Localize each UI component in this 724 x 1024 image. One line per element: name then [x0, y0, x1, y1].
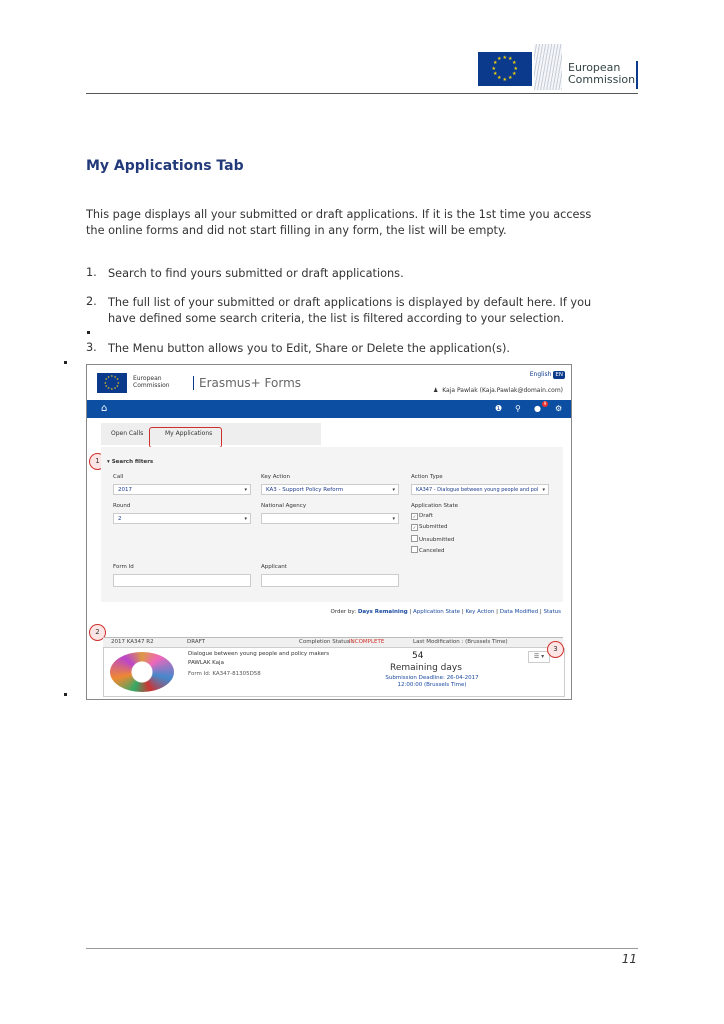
- application-form-id: Form Id: KA347-81305D58: [188, 671, 261, 677]
- gear-icon[interactable]: ⚙: [555, 404, 563, 413]
- round-label: Round: [113, 503, 131, 509]
- call-label: Call: [113, 474, 124, 480]
- intro-line-1: This page displays all your submitted or draft applications. If it is the 1st time you access: [86, 208, 592, 221]
- star-icon: ★: [508, 75, 513, 82]
- marker-2: 2: [89, 624, 106, 641]
- days-remaining-value: 54: [412, 651, 424, 661]
- chevron-down-icon: ▾: [244, 487, 247, 493]
- european-commission-logo: [478, 44, 638, 92]
- user-info[interactable]: [433, 387, 563, 394]
- call-select[interactable]: [113, 484, 251, 495]
- application-title[interactable]: Dialogue between young people and policy makers: [188, 651, 330, 657]
- order-key-action[interactable]: Key Action: [465, 609, 495, 615]
- marker-1: 1: [89, 453, 106, 470]
- state-submitted-checkbox[interactable]: [411, 524, 448, 531]
- state-unsubmitted-checkbox[interactable]: [411, 535, 454, 543]
- state-draft-label: Draft: [419, 513, 433, 519]
- intro-line-2: the online forms and did not start filling in any form, the list will be empty.: [86, 224, 507, 237]
- app-screenshot: [86, 364, 572, 700]
- list-number-3: 3.: [86, 341, 97, 354]
- state-unsubmitted-label: Unsubmitted: [419, 537, 455, 543]
- footer-divider: [86, 948, 638, 949]
- state-draft-checkbox[interactable]: [411, 513, 433, 520]
- app-header: [87, 365, 571, 400]
- application-thumbnail: [110, 652, 174, 692]
- star-icon: ★: [104, 380, 107, 385]
- state-submitted-label: Submitted: [419, 524, 448, 530]
- star-icon: ★: [502, 76, 507, 83]
- order-application-state[interactable]: Application State: [413, 609, 461, 615]
- row-code: 2017 KA347 R2: [111, 639, 154, 645]
- star-icon: ★: [113, 386, 117, 391]
- state-canceled-checkbox[interactable]: [411, 546, 445, 554]
- last-modification: Last Modification : (Brussels Time): [413, 639, 508, 645]
- section-title: My Applications Tab: [86, 158, 244, 174]
- nav-bar: [87, 400, 571, 418]
- tab-my-applications[interactable]: My Applications: [165, 430, 213, 437]
- org-line1: European: [568, 61, 621, 74]
- language-selector[interactable]: [530, 371, 565, 379]
- completion-value: INCOMPLETE: [349, 639, 385, 645]
- marker-3: 3: [547, 641, 564, 658]
- star-icon: ★: [508, 55, 513, 62]
- app-org-name: [133, 375, 170, 389]
- star-icon: ★: [116, 383, 119, 388]
- bullet-mark: [64, 693, 67, 696]
- deadline-line1: Submission Deadline: 26-04-2017: [385, 675, 479, 681]
- application-state-label: Application State: [411, 503, 459, 509]
- star-icon: ★: [113, 374, 117, 379]
- order-by-label: Order by:: [330, 609, 357, 615]
- chevron-down-icon: ▾: [542, 487, 545, 493]
- order-by-bar: Order by: Days Remaining | Application State | Key Action | Data Modified | Status: [330, 609, 561, 615]
- logo-pages-graphic: [534, 44, 562, 90]
- star-icon: ★: [117, 380, 120, 385]
- chevron-down-icon: ▾: [392, 516, 395, 522]
- menu-icon: ☰ ▾: [533, 653, 545, 660]
- star-icon: ★: [497, 75, 502, 82]
- star-icon: ★: [107, 386, 110, 391]
- checkmark-icon: ✓: [412, 525, 417, 530]
- days-remaining-label: Remaining days: [390, 663, 462, 673]
- national-agency-label: National Agency: [261, 503, 307, 509]
- eu-flag-icon: [97, 373, 127, 393]
- language-label: English: [529, 371, 552, 378]
- list-item-1: Search to find yours submitted or draft applications.: [108, 267, 404, 280]
- applicant-label: Applicant: [261, 564, 287, 570]
- submission-deadline: [382, 675, 482, 689]
- list-number-1: 1.: [86, 266, 97, 279]
- checkmark-icon: ✓: [412, 514, 417, 519]
- star-icon: ★: [116, 377, 119, 382]
- star-icon: ★: [110, 374, 114, 378]
- logo-bar: [636, 61, 638, 89]
- form-id-label: Form Id: [113, 564, 134, 570]
- bullet-mark: [87, 331, 90, 334]
- app-name: Erasmus+ Forms: [193, 376, 301, 390]
- applicant-input[interactable]: [261, 574, 399, 587]
- search-icon[interactable]: ⚲: [515, 404, 521, 413]
- star-icon: ★: [107, 374, 110, 379]
- logo-text: [568, 62, 635, 86]
- star-icon: ★: [512, 71, 517, 77]
- order-status[interactable]: Status: [543, 609, 561, 615]
- completion-label: Completion Status :: [299, 639, 354, 645]
- chevron-down-icon: ▾: [244, 516, 247, 522]
- round-select[interactable]: [113, 513, 251, 524]
- order-days-remaining[interactable]: Days Remaining: [357, 609, 408, 615]
- bullet-mark: [64, 361, 67, 364]
- form-id-input[interactable]: [113, 574, 251, 587]
- application-applicant: PAWLAK Kaja: [188, 660, 224, 666]
- call-value: 2017: [118, 487, 132, 493]
- key-action-label: Key Action: [261, 474, 290, 480]
- list-item-3: The Menu button allows you to Edit, Share or Delete the application(s).: [108, 342, 511, 355]
- star-icon: ★: [492, 71, 498, 77]
- header-divider: [86, 93, 638, 94]
- star-icon: ★: [110, 387, 114, 391]
- row-state: DRAFT: [187, 639, 206, 645]
- home-icon[interactable]: ⌂: [101, 403, 108, 414]
- star-icon: ★: [512, 60, 517, 66]
- star-icon: ★: [492, 60, 498, 66]
- search-panel: [101, 447, 563, 602]
- notification-badge: 9: [543, 401, 547, 406]
- chevron-down-icon: ▾: [392, 487, 395, 493]
- list-number-2: 2.: [86, 295, 97, 308]
- search-filters-label: Search filters: [111, 459, 154, 465]
- bell-icon[interactable]: ●: [534, 404, 541, 413]
- star-icon: ★: [491, 65, 496, 72]
- list-item-2-line2: have defined some search criteria, the list is filtered according to your selection.: [108, 312, 565, 325]
- page-number: 11: [621, 952, 637, 966]
- org-line2: Commission: [568, 73, 636, 86]
- application-row[interactable]: [103, 648, 565, 697]
- star-icon: ★: [513, 65, 518, 72]
- action-type-select[interactable]: [411, 484, 549, 495]
- app-org-line2: Commission: [133, 382, 170, 389]
- round-value: 2: [118, 516, 122, 522]
- list-item-2-line1: The full list of your submitted or draft applications is displayed by default here. If you: [108, 296, 592, 309]
- tab-open-calls[interactable]: Open Calls: [111, 430, 144, 437]
- language-code: EN: [555, 372, 563, 378]
- eu-flag-icon: [478, 52, 532, 86]
- info-icon[interactable]: ❶: [495, 404, 503, 413]
- highlight-box: [149, 427, 222, 448]
- order-data-modified[interactable]: Data Modified: [499, 609, 539, 615]
- checkbox-empty: [411, 535, 418, 542]
- national-agency-select[interactable]: [261, 513, 399, 524]
- user-name: Kaja Pawlak (Kaja.Pawlak@domain.com): [442, 387, 563, 394]
- action-type-value: KA347 - Dialogue between young people and pol: [416, 487, 539, 493]
- star-icon: ★: [104, 383, 108, 388]
- action-type-label: Action Type: [411, 474, 443, 480]
- app-org-line1: European: [133, 375, 162, 382]
- star-icon: ★: [104, 377, 108, 382]
- key-action-value: KA3 - Support Policy Reform: [266, 487, 344, 493]
- key-action-select[interactable]: [261, 484, 399, 495]
- application-row-header: [103, 637, 563, 648]
- star-icon: ★: [502, 54, 507, 61]
- search-filters-toggle[interactable]: ▾ Search filters: [107, 459, 154, 465]
- star-icon: ★: [497, 55, 502, 62]
- state-canceled-label: Canceled: [419, 548, 445, 554]
- checkbox-empty: [411, 546, 418, 553]
- deadline-line2: 12:00:00 (Brussels Time): [397, 682, 467, 688]
- user-icon: ♟: [432, 387, 439, 394]
